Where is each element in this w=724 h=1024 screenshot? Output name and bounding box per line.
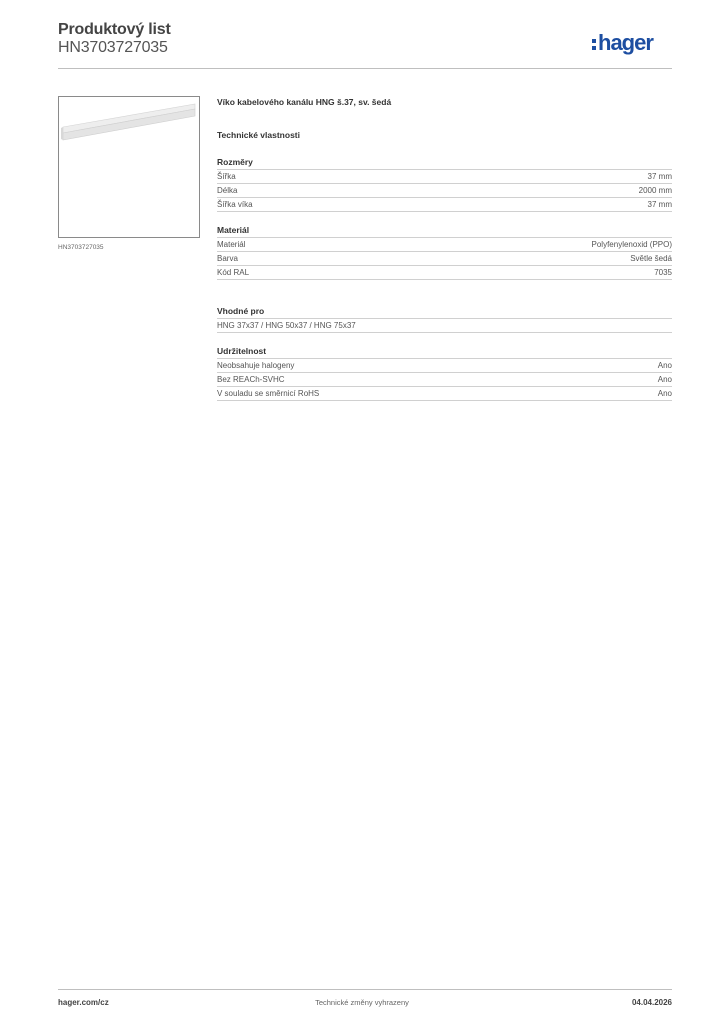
spec-value: Světle šedá: [630, 254, 672, 263]
spec-value: Ano: [657, 375, 672, 384]
spec-row: [217, 319, 672, 333]
section-title: Rozměry: [217, 156, 672, 170]
section-suitable-for: [217, 305, 672, 333]
product-details: [217, 96, 672, 401]
image-caption: HN3703727035: [58, 244, 104, 251]
spec-row: [217, 373, 672, 387]
spec-label: Délka: [217, 186, 238, 195]
spec-label: V souladu se směrnicí RoHS: [217, 389, 320, 398]
footer-website: hager.com/cz: [58, 998, 109, 1007]
spec-value: Ano: [657, 361, 672, 370]
spec-row: [217, 359, 672, 373]
spec-label: Materiál: [217, 240, 246, 249]
spec-row: [217, 387, 672, 401]
spec-row: [217, 266, 672, 280]
spec-row: [217, 238, 672, 252]
header-divider: [58, 68, 672, 69]
product-name: Víko kabelového kanálu HNG š.37, sv. šedá: [217, 97, 392, 107]
spec-label: HNG 37x37 / HNG 50x37 / HNG 75x37: [217, 321, 356, 330]
footer-divider: [58, 989, 672, 990]
spec-label: Barva: [217, 254, 238, 263]
spec-label: Šířka: [217, 172, 236, 181]
spec-label: Neobsahuje halogeny: [217, 361, 295, 370]
spec-row: [217, 252, 672, 266]
spec-value: Ano: [657, 389, 672, 398]
spec-label: Bez REACh-SVHC: [217, 375, 285, 384]
spec-value: 37 mm: [647, 200, 672, 209]
spec-value: 2000 mm: [638, 186, 672, 195]
spec-row: [217, 198, 672, 212]
section-dimensions: [217, 156, 672, 212]
section-material: [217, 224, 672, 280]
footer-date: 04.04.2026: [631, 998, 672, 1007]
spec-row: [217, 184, 672, 198]
product-code: HN3703727035: [58, 39, 168, 56]
section-sustainability: [217, 345, 672, 401]
section-title: Udržitelnost: [217, 345, 672, 359]
spec-value: 7035: [654, 268, 672, 277]
spec-label: Kód RAL: [217, 268, 250, 277]
spec-value: Polyfenylenoxid (PPO): [591, 240, 672, 249]
spec-value: 37 mm: [647, 172, 672, 181]
spec-label: Šířka víka: [217, 200, 253, 209]
cable-duct-cover-illustration: [59, 97, 199, 237]
product-image: [58, 96, 200, 238]
spec-row: [217, 170, 672, 184]
logo-mark-icon: [592, 39, 596, 50]
section-title: Materiál: [217, 224, 672, 238]
footer-notice: Technické změny vyhrazeny: [315, 998, 409, 1007]
hager-logo: [592, 28, 674, 58]
logo-text: hager: [598, 30, 653, 55]
page-title: Produktový list: [58, 21, 171, 38]
technical-properties-heading: Technické vlastnosti: [217, 130, 300, 140]
section-title: Vhodné pro: [217, 305, 672, 319]
